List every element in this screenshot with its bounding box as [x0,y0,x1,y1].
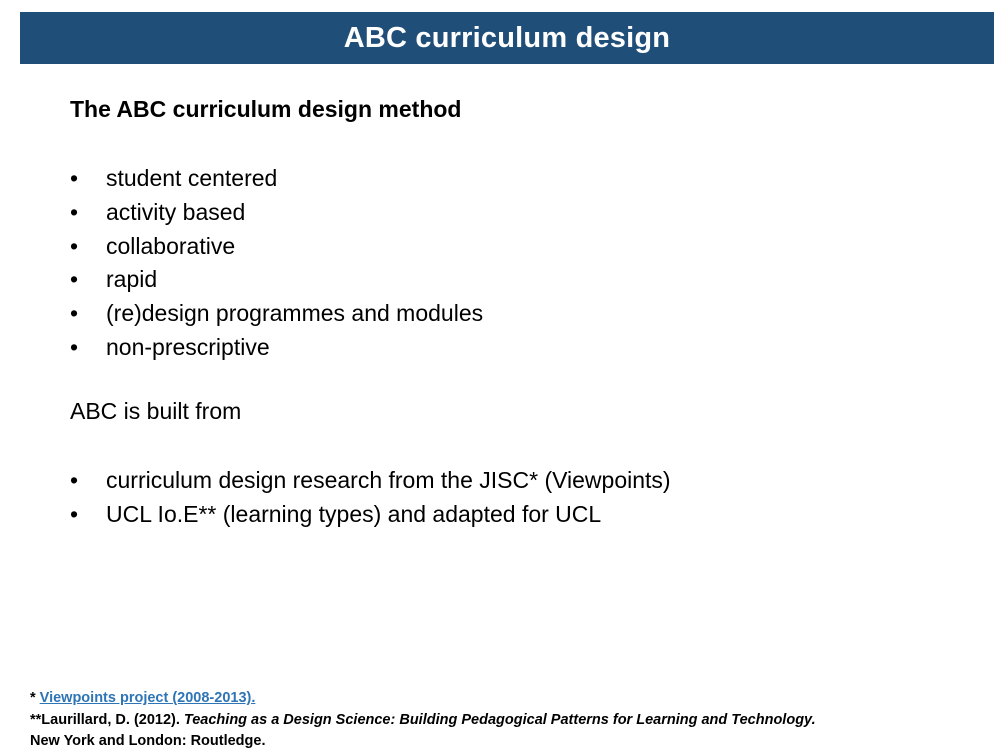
list-item [70,464,671,498]
list-item-text: non-prescriptive [106,333,270,360]
footnote-marker: * [30,690,40,706]
list-item [70,331,483,365]
list-item [70,196,483,230]
list-item-text: activity based [106,198,246,225]
list-item [70,230,483,264]
footnote-publisher: New York and London: Routledge. [30,733,266,749]
footnote-citation: **Laurillard, D. (2012). [30,711,184,728]
method-heading: The ABC curriculum design method [70,96,462,122]
footnote-laurillard [30,710,816,732]
list-item-text: collaborative [106,232,236,259]
bullet-icon: • [70,333,79,360]
list-item [70,297,483,331]
bullet-icon: • [70,165,79,191]
bullet-icon: • [70,198,79,225]
list-item [70,263,483,297]
list-item-text: rapid [106,266,158,293]
list-item-text: (re)design programmes and modules [106,300,484,327]
bullet-icon: • [70,232,79,259]
title-bar [20,12,994,64]
bullet-icon: • [70,500,79,527]
slide-title: ABC curriculum design [343,21,671,54]
footnote-viewpoints [30,688,816,710]
viewpoints-link[interactable]: Viewpoints project (2008-2013). [39,690,256,706]
bullet-icon: • [70,467,79,493]
built-list [70,464,671,532]
list-item-text: student centered [106,165,278,191]
bullet-icon: • [70,300,79,327]
method-list [70,162,483,365]
footnote-book-title: Teaching as a Design Science: Building Pedagogical Patterns for Learning and Technology. [183,711,816,728]
list-item-text: curriculum design research from the JISC* (Viewpoints) [106,467,671,493]
list-item [70,162,483,196]
built-heading: ABC is built from [70,398,242,424]
list-item [70,498,671,532]
list-item-text: UCL Io.E** (learning types) and adapted for UCL [106,500,602,527]
footnotes [30,688,816,753]
bullet-icon: • [70,266,79,293]
